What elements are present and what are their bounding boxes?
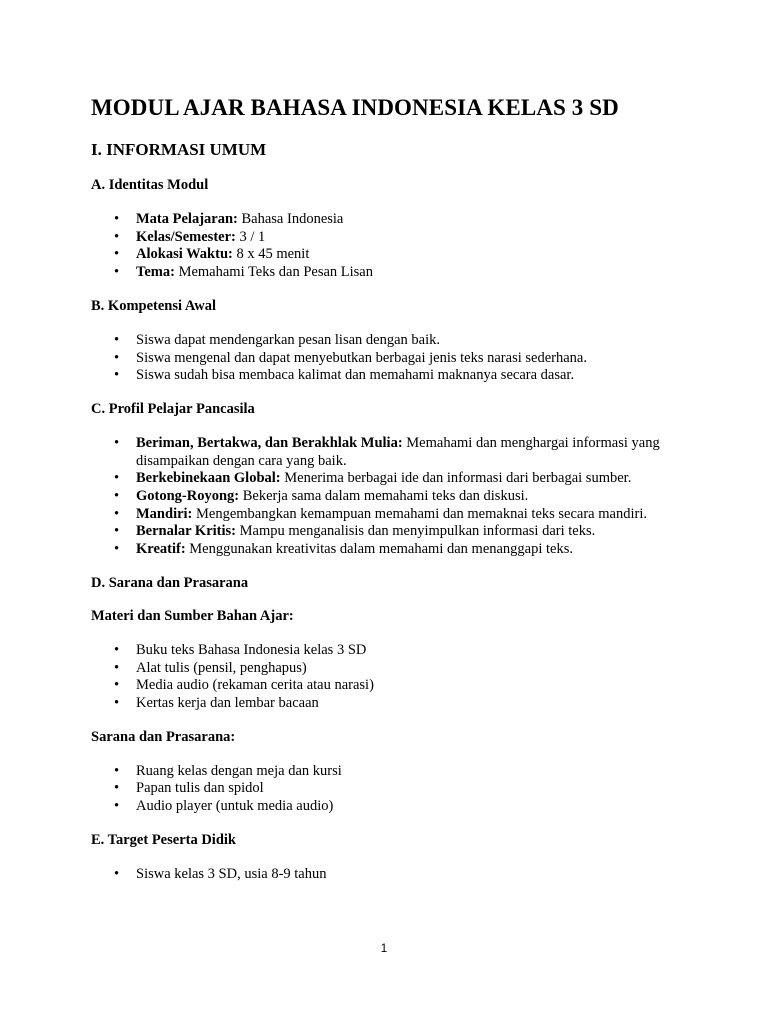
- list-item: • Beriman, Bertakwa, dan Berakhlak Mulia: Memahami dan menghargai informasi yang disampaikan dengan cara yang baik.: [136, 435, 691, 470]
- list-item: • Siswa dapat mendengarkan pesan lisan dengan baik.: [136, 332, 691, 350]
- prasarana-list: [91, 763, 691, 816]
- heading-kompetensi-awal: B. Kompetensi Awal: [91, 297, 216, 314]
- heading-materi-sumber: Materi dan Sumber Bahan Ajar:: [91, 607, 294, 624]
- profil-list: [91, 435, 691, 559]
- identitas-list: [91, 211, 691, 282]
- list-item: • Siswa sudah bisa membaca kalimat dan memahami maknanya secara dasar.: [136, 367, 691, 385]
- heading-profil-pelajar: C. Profil Pelajar Pancasila: [91, 400, 255, 417]
- heading-target-peserta: E. Target Peserta Didik: [91, 831, 236, 848]
- heading-sarana-prasarana-sub: Sarana dan Prasarana:: [91, 728, 236, 745]
- list-item: • Kelas/Semester: 3 / 1: [136, 229, 691, 247]
- list-item: • Gotong-Royong: Bekerja sama dalam memahami teks dan diskusi.: [136, 488, 691, 506]
- heading-identitas-modul: A. Identitas Modul: [91, 177, 209, 193]
- list-item: • Papan tulis dan spidol: [136, 780, 691, 798]
- document-title: MODUL AJAR BAHASA INDONESIA KELAS 3 SD: [91, 95, 619, 120]
- heading-sarana-prasarana: D. Sarana dan Prasarana: [91, 574, 249, 591]
- list-item: • Tema: Memahami Teks dan Pesan Lisan: [136, 264, 691, 282]
- materi-list: [91, 642, 691, 713]
- list-item: • Bernalar Kritis: Mampu menganalisis dan menyimpulkan informasi dari teks.: [136, 523, 691, 541]
- list-item: • Kertas kerja dan lembar bacaan: [136, 695, 691, 713]
- list-item: • Alokasi Waktu: 8 x 45 menit: [136, 246, 691, 264]
- target-list: [91, 866, 691, 884]
- list-item: • Berkebinekaan Global: Menerima berbagai ide dan informasi dari berbagai sumber.: [136, 470, 691, 488]
- section-heading-informasi-umum: I. INFORMASI UMUM: [91, 140, 267, 159]
- kompetensi-list: [91, 332, 691, 385]
- list-item: • Alat tulis (pensil, penghapus): [136, 660, 691, 678]
- list-item: • Ruang kelas dengan meja dan kursi: [136, 763, 691, 781]
- document-body: [91, 94, 691, 883]
- list-item: • Mata Pelajaran: Bahasa Indonesia: [136, 211, 691, 229]
- list-item: • Media audio (rekaman cerita atau narasi): [136, 677, 691, 695]
- list-item: • Audio player (untuk media audio): [136, 798, 691, 816]
- list-item: • Siswa mengenal dan dapat menyebutkan berbagai jenis teks narasi sederhana.: [136, 350, 691, 368]
- list-item: • Siswa kelas 3 SD, usia 8-9 tahun: [136, 866, 691, 884]
- list-item: • Kreatif: Menggunakan kreativitas dalam memahami dan menanggapi teks.: [136, 541, 691, 559]
- list-item: • Buku teks Bahasa Indonesia kelas 3 SD: [136, 642, 691, 660]
- list-item: • Mandiri: Mengembangkan kemampuan memahami dan memaknai teks secara mandiri.: [136, 506, 691, 524]
- page-number: 1: [380, 943, 388, 955]
